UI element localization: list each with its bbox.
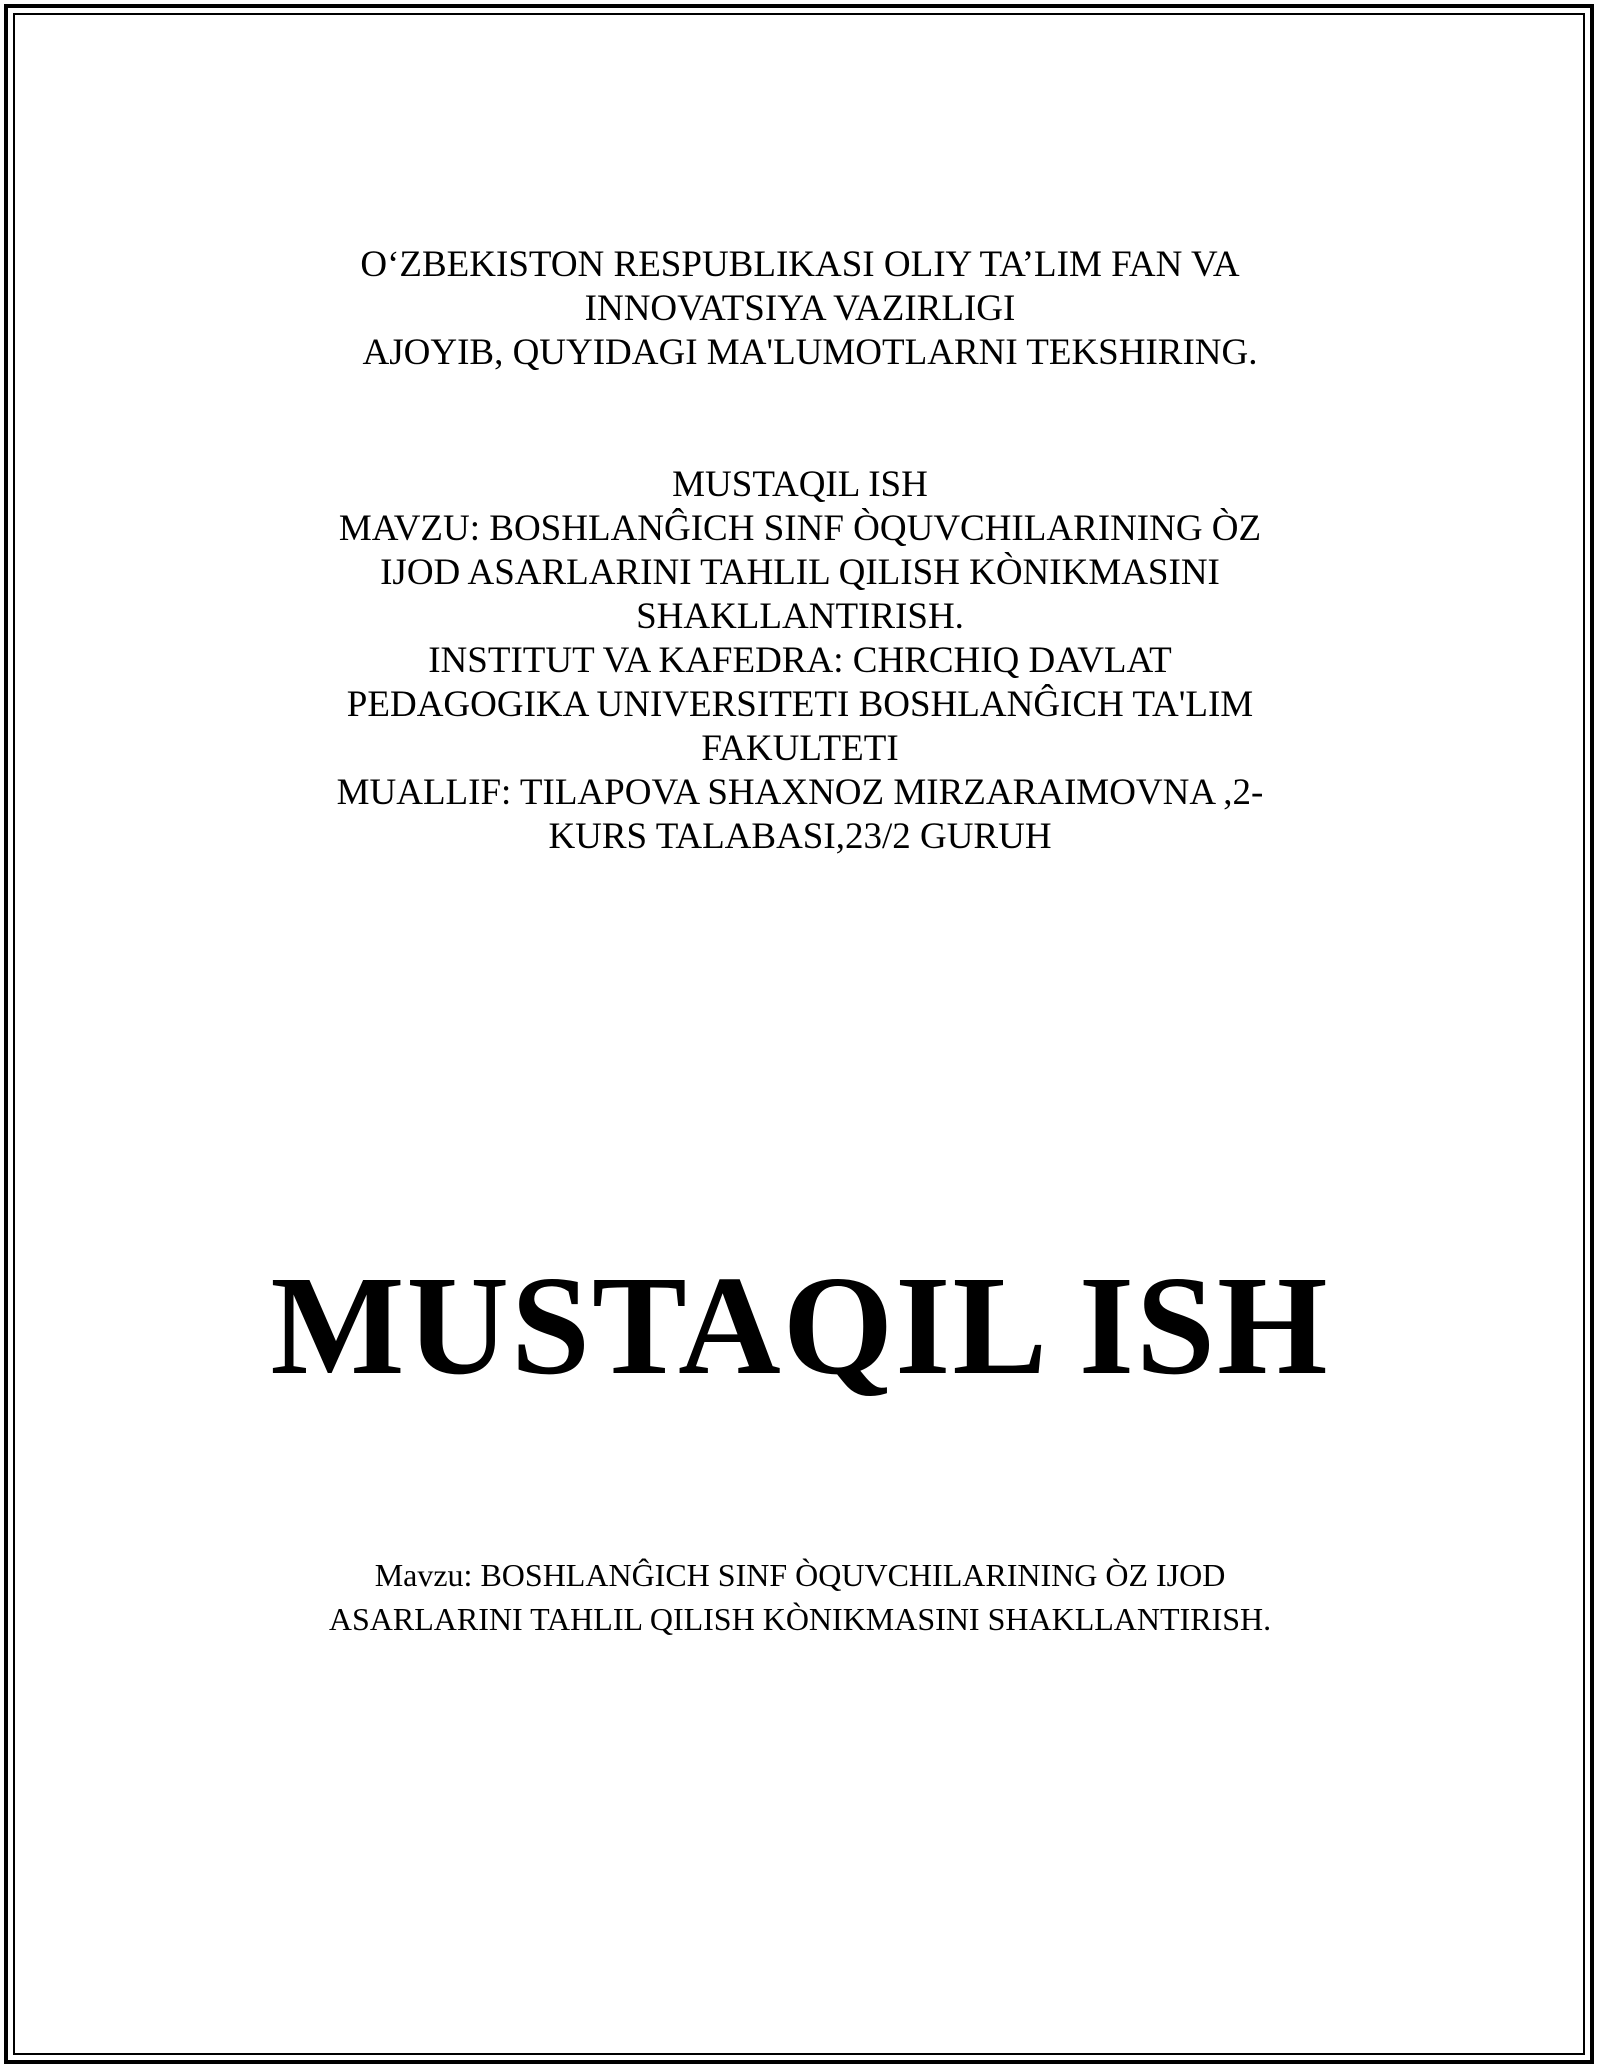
check-notice: AJOYIB, QUYIDAGI MA'LUMOTLARNI TEKSHIRING. xyxy=(362,332,1258,373)
institute-line2: PEDAGOGIKA UNIVERSITETI BOSHLANĜICH TA'LIM xyxy=(346,684,1254,725)
topic-line3: SHAKLLANTIRISH. xyxy=(636,596,964,637)
ministry-name-line1: O‘ZBEKISTON RESPUBLIKASI OLIY TA’LIM FAN VA xyxy=(360,244,1240,285)
topic-line2: IJOD ASARLARINI TAHLIL QILISH KÒNIKMASINI xyxy=(380,552,1220,593)
author-line1: MUALLIF: TILAPOVA SHAXNOZ MIRZARAIMOVNA ,2- xyxy=(336,772,1264,813)
ministry-name-line2: INNOVATSIYA VAZIRLIGI xyxy=(584,288,1016,329)
work-type: MUSTAQIL ISH xyxy=(672,464,928,505)
institute-line1: INSTITUT VA KAFEDRA: CHRCHIQ DAVLAT xyxy=(428,640,1172,681)
footer-topic xyxy=(150,1553,1450,1641)
institute-line3: FAKULTETI xyxy=(701,728,899,769)
footer-topic-line2: ASARLARINI TAHLIL QILISH KÒNIKMASINI SHAKLLANTIRISH. xyxy=(328,1601,1272,1637)
ministry-header xyxy=(200,243,1400,375)
footer-topic-line1: Mavzu: BOSHLANĜICH SINF ÒQUVCHILARINING ÒZ IJOD xyxy=(374,1557,1226,1593)
author-line2: KURS TALABASI,23/2 GURUH xyxy=(548,816,1052,857)
work-info xyxy=(200,463,1400,859)
topic-line1: MAVZU: BOSHLANĜICH SINF ÒQUVCHILARINING ÒZ xyxy=(338,508,1262,549)
document-title: MUSTAQIL ISH xyxy=(270,1246,1330,1404)
